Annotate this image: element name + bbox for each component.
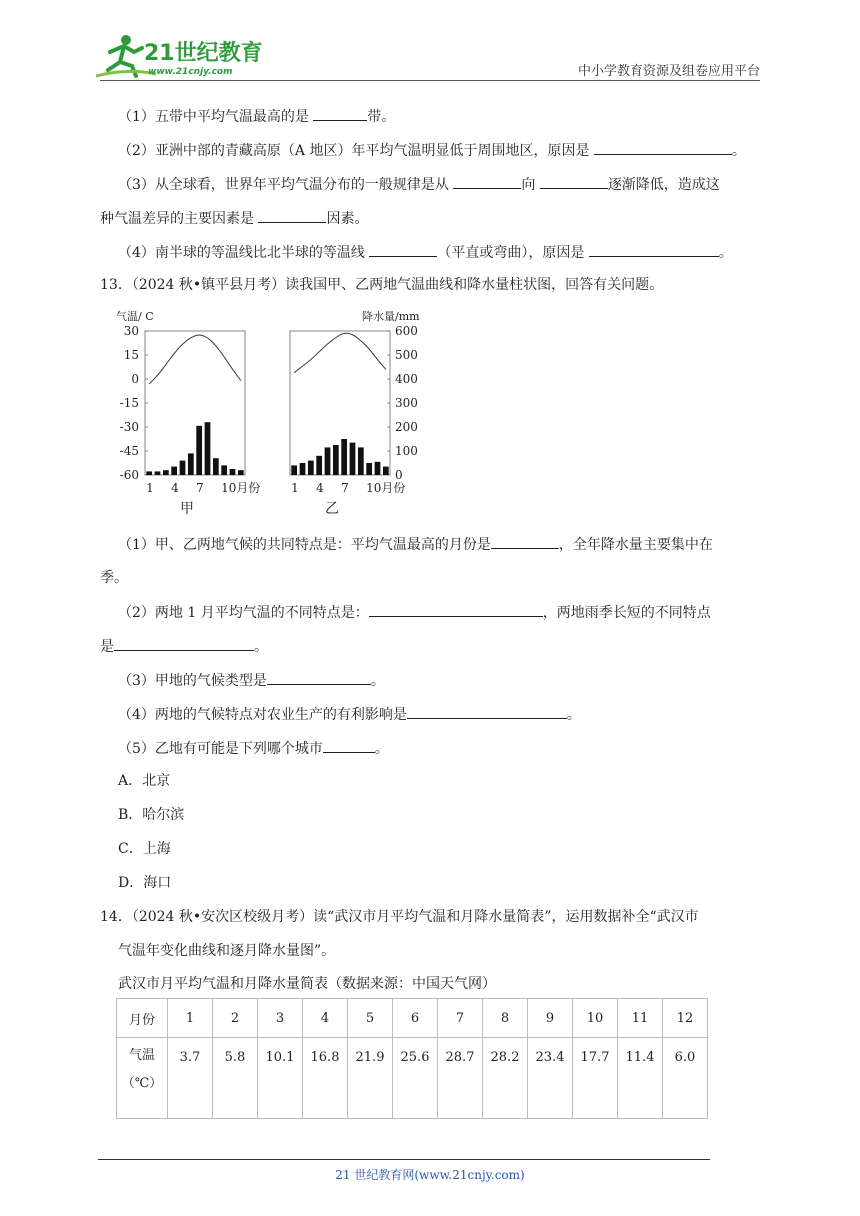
answer-blank [453, 174, 521, 189]
q13-stem: 13．（2024 秋•镇平县月考）读我国甲、乙两地气温曲线和降水量柱状图，回答有关问题。 [100, 277, 664, 293]
q13-2b-tail: 。 [254, 639, 268, 655]
chart-frame [290, 331, 390, 475]
logo-text: 21世纪教育 [144, 41, 263, 66]
table-cell: 10 [573, 999, 618, 1038]
temp-label: 气温 [128, 1048, 155, 1063]
answer-blank [114, 636, 254, 651]
q12-3b-text: 种气温差异的主要因素是 [100, 211, 259, 227]
y-axis-title: 降水量/mm [362, 310, 420, 323]
precipitation-bar [213, 458, 219, 475]
y-tick-label: 300 [395, 396, 418, 410]
answer-blank [407, 704, 567, 719]
table-row [117, 1038, 708, 1119]
q13-item-3 [118, 670, 385, 691]
table-header-cell: 月份 [117, 999, 168, 1038]
precipitation-bar [325, 447, 331, 475]
q12-3b-tail: 因素。 [326, 211, 369, 227]
precipitation-bar [230, 469, 236, 475]
table-cell: 16.8 [303, 1038, 348, 1119]
table-cell: 11.4 [618, 1038, 663, 1119]
q13-3-tail: 。 [370, 673, 385, 689]
q13-2-tail: ，两地雨季长短的不同特点 [542, 605, 711, 621]
q13-5-text: （5）乙地有可能是下列哪个城市 [118, 741, 323, 757]
q12-item-3a [118, 174, 720, 195]
option-b[interactable]: B．哈尔滨 [118, 807, 185, 823]
precipitation-bar [163, 470, 169, 475]
temperature-curve [149, 335, 241, 384]
q12-item-1 [118, 106, 395, 127]
x-tick-label: 7 [196, 481, 204, 495]
temp-unit: （℃） [121, 1076, 163, 1091]
table-cell: 3.7 [168, 1038, 213, 1119]
q12-1-tail: 带。 [367, 109, 396, 125]
table-cell: 2 [213, 999, 258, 1038]
q13-item-2a [118, 602, 711, 623]
x-tick-label: 4 [171, 481, 179, 495]
answer-blank [589, 242, 719, 257]
answer-blank [594, 140, 732, 155]
table-cell: 28.2 [483, 1038, 528, 1119]
y-tick-label: 0 [395, 468, 403, 482]
answer-blank [369, 602, 543, 617]
logo-url: www.21cnjy.com [148, 67, 233, 77]
q12-2-text: （2）亚洲中部的青藏高原（A 地区）年平均气温明显低于周围地区，原因是 [118, 143, 594, 159]
header-platform-text: 中小学教育资源及组卷应用平台 [577, 64, 760, 79]
precipitation-bar [146, 471, 152, 475]
q12-item-4 [118, 242, 733, 263]
q13-item-5 [118, 738, 389, 759]
chart-name: 甲 [180, 501, 194, 517]
table-cell: 8 [483, 999, 528, 1038]
precipitation-bar [171, 467, 177, 475]
footer-text: 21 世纪教育网(www.21cnjy.com) [335, 1168, 525, 1182]
precipitation-bar [196, 426, 202, 475]
q12-item-2 [118, 140, 746, 161]
y-tick-label: -30 [119, 420, 139, 434]
site-logo [96, 32, 266, 80]
precipitation-bar [188, 453, 194, 475]
table-cell: 5 [348, 999, 393, 1038]
q12-1-text: （1）五带中平均气温最高的是 [118, 109, 314, 125]
q13-2-text: （2）两地 1 月平均气温的不同特点是： [118, 605, 369, 621]
table-cell: 1 [168, 999, 213, 1038]
table-cell: 12 [663, 999, 708, 1038]
answer-blank [267, 670, 371, 685]
y-tick-label: -60 [119, 468, 139, 482]
x-tick-label: 7 [341, 481, 349, 495]
x-tick-label: 10月份 [366, 481, 406, 495]
table-cell: 7 [438, 999, 483, 1038]
q13-item-1a [118, 534, 713, 555]
table-header-cell [117, 1038, 168, 1119]
table-cell: 3 [258, 999, 303, 1038]
answer-blank [491, 534, 559, 549]
table-title: 武汉市月平均气温和月降水量简表（数据来源：中国天气网） [118, 976, 496, 992]
precipitation-bar [180, 461, 186, 475]
precipitation-bar [205, 422, 211, 475]
q14-stem-2: 气温年变化曲线和逐月降水量图”。 [118, 943, 336, 959]
y-tick-label: 100 [395, 444, 418, 458]
y-tick-label: -15 [119, 396, 139, 410]
precipitation-bar [316, 456, 322, 475]
q12-2-tail: 。 [731, 143, 746, 159]
precipitation-bar [155, 471, 161, 475]
q13-item-4 [118, 704, 581, 725]
precipitation-bar [366, 463, 372, 475]
y-tick-label: -45 [119, 444, 139, 458]
table-cell: 21.9 [348, 1038, 393, 1119]
precipitation-bar [221, 465, 227, 475]
q14-stem-1: 14．（2024 秋•安次区校级月考）读“武汉市月平均气温和月降水量简表”，运用数据补全“武汉市 [100, 909, 699, 925]
q13-3-text: （3）甲地的气候类型是 [118, 673, 267, 689]
header-divider [100, 80, 760, 81]
q12-item-3b [100, 208, 368, 229]
table-cell: 5.8 [213, 1038, 258, 1119]
chart-frame [145, 331, 245, 475]
q13-item-1b: 季。 [100, 570, 128, 586]
precipitation-bar [358, 447, 364, 475]
table-cell: 11 [618, 999, 663, 1038]
precipitation-bar [350, 443, 356, 475]
y-tick-label: 200 [395, 420, 418, 434]
x-tick-label: 4 [316, 481, 324, 495]
q12-4-text: （4）南半球的等温线比北半球的等温线 [118, 245, 370, 261]
q13-1-tail: ，全年降水量主要集中在 [558, 537, 713, 553]
precipitation-bar [300, 463, 306, 475]
y-tick-label: 15 [123, 348, 139, 362]
answer-blank [313, 106, 367, 121]
table-cell: 23.4 [528, 1038, 573, 1119]
table-cell: 28.7 [438, 1038, 483, 1119]
answer-blank [540, 174, 608, 189]
table-cell: 25.6 [393, 1038, 438, 1119]
precipitation-bar [238, 470, 244, 475]
table-cell: 6.0 [663, 1038, 708, 1119]
option-d[interactable]: D．海口 [118, 875, 172, 891]
answer-blank [258, 208, 326, 223]
y-tick-label: 0 [131, 372, 139, 386]
precipitation-bar [341, 439, 347, 475]
precipitation-bar [291, 465, 297, 475]
chart-name: 乙 [325, 501, 339, 517]
footer-divider [98, 1159, 710, 1160]
table-cell: 4 [303, 999, 348, 1038]
q12-4-mid: （平直或弯曲），原因是 [437, 245, 589, 261]
x-tick-label: 1 [291, 481, 299, 495]
table-cell: 17.7 [573, 1038, 618, 1119]
page-header [0, 0, 860, 90]
table-cell: 6 [393, 999, 438, 1038]
x-tick-label: 1 [146, 481, 154, 495]
x-tick-label: 10月份 [221, 481, 261, 495]
y-tick-label: 30 [123, 324, 139, 338]
q12-3-text: （3）从全球看，世界年平均气温分布的一般规律是从 [118, 177, 454, 193]
y-axis-title: 气温/ C [116, 310, 154, 323]
q13-4-text: （4）两地的气候特点对农业生产的有利影响是 [118, 707, 407, 723]
q13-1-text: （1）甲、乙两地气候的共同特点是：平均气温最高的月份是 [118, 537, 491, 553]
precipitation-bar [308, 461, 314, 475]
q12-3-tail: 逐渐降低，造成这 [607, 177, 720, 193]
y-tick-label: 500 [395, 348, 418, 362]
climate-charts [112, 306, 422, 518]
table-row [117, 999, 708, 1038]
table-cell: 10.1 [258, 1038, 303, 1119]
temperature-curve [294, 333, 386, 372]
precipitation-bar [383, 467, 389, 475]
q13-item-2b [100, 636, 268, 657]
q13-5-tail: 。 [374, 741, 389, 757]
q13-4-tail: 。 [566, 707, 581, 723]
y-tick-label: 400 [395, 372, 418, 386]
option-c[interactable]: C．上海 [118, 841, 171, 857]
q12-4-tail: 。 [718, 245, 733, 261]
table-cell: 9 [528, 999, 573, 1038]
wuhan-climate-table [116, 998, 708, 1119]
q13-2b-text: 是 [100, 639, 114, 655]
precipitation-bar [375, 462, 381, 475]
answer-blank [369, 242, 437, 257]
option-a[interactable]: A．北京 [118, 773, 171, 789]
precipitation-bar [333, 445, 339, 475]
q12-3-mid: 向 [521, 177, 540, 193]
y-tick-label: 600 [395, 324, 418, 338]
answer-blank [323, 738, 375, 753]
